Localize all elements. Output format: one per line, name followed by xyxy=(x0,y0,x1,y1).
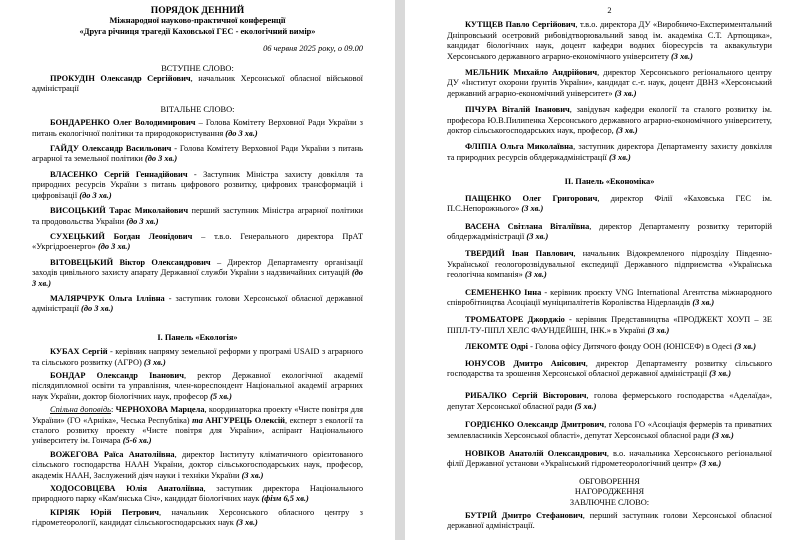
speaker-name: ЧЕРНОХОВА Марцела xyxy=(115,405,205,415)
speaker-time: (3 хв.) xyxy=(524,270,547,280)
speaker-time: (до 3 хв.) xyxy=(79,190,112,200)
speaker-time: (до 3 хв.) xyxy=(97,242,131,252)
speaker-time: (до 3 хв.) xyxy=(81,304,114,314)
speaker-name: КУТЩЕВ Павло Сергійович xyxy=(465,20,576,30)
welcome-speaker xyxy=(32,258,363,289)
speaker-role: - Голова Комітету Верховної Ради України з питань аграрної та земельної політики xyxy=(32,144,363,164)
speaker-time: (3 хв.) xyxy=(671,51,693,61)
speaker-time: (до 3 хв.) xyxy=(144,154,178,164)
panel-speaker xyxy=(447,68,772,99)
panel-speaker xyxy=(447,222,772,243)
speaker-time: (до 3 хв.) xyxy=(225,128,258,138)
page-number: 2 xyxy=(607,6,612,15)
speaker-role: , директор Департаменту розвитку територій облдержадміністрації xyxy=(447,221,772,241)
speaker-name: ТРОМБАТОРЕ Джорджіо xyxy=(465,315,565,325)
joint-report-label: Спільна доповідь xyxy=(50,405,111,415)
speaker-name: ГАЙДУ Олександр Васильович xyxy=(50,144,172,154)
speaker-name: МАЛЯРЧРУК Ольга Іллівна xyxy=(50,293,165,303)
conjunction: та xyxy=(192,415,203,425)
closing-heading: ЗАВЛЮЧНЕ СЛОВО: xyxy=(569,497,650,507)
speaker-name: БОНДАРЕНКО Олег Володимирович xyxy=(50,118,196,128)
speaker-role: , ректор Державної екологічної академії післядипломної освіти та управління, член-кореспондент Національної академії аграрних наук України, доктор біологічних наук, професор xyxy=(32,370,364,401)
speaker-name: БУТРІЙ Дмитро Стефанович xyxy=(465,511,583,521)
speaker-role: , директор Інституту кліматичного орієнтованого сільського господарства НААН України, доктор сільськогосподарських наук, професор, академік НААН, Заслужений діяч науки і техніки України xyxy=(32,449,363,480)
speaker-role: , експерт з екології та сталого розвитку проекту «Чисте повітря для України», аспірант Національного університету ім. Гончара xyxy=(32,415,363,446)
speaker-role: - заступник голови Херсонської обласної державної адміністрації xyxy=(32,293,363,314)
speaker-role: , директор Департаменту розвитку сільського господарства та зрошення Херсонської обласної державної адміністрації xyxy=(447,358,773,378)
speaker-time: (3 хв.) xyxy=(614,88,637,98)
speaker-role: – Голова Комітету Верховної Ради України з питань екологічної політики та природокористування xyxy=(32,118,363,138)
speaker-role: , заступник директора Департаменту захисту довкілля та природних ресурсів облдержадміністрації xyxy=(447,142,772,162)
panel-speaker xyxy=(447,142,772,163)
panel-speaker xyxy=(32,347,363,368)
speaker-role: , в.о. начальника Херсонського регіональної філії Державної установи «Український гідрометеорологічний центр» xyxy=(447,449,772,469)
speaker-role: – Директор Департаменту організації заходів цивільного захисту апарату Державної служби України з надзвичайних ситуацій xyxy=(32,257,363,278)
speaker-name: ВОЖЕГОВА Раїса Анатоліївна xyxy=(50,449,175,459)
speaker-name: ВЛАСЕНКО Сергій Геннадійович xyxy=(50,169,188,179)
welcome-speaker xyxy=(32,232,363,253)
panel-speaker xyxy=(447,249,772,280)
document-page-1 xyxy=(0,0,395,540)
panel-speaker xyxy=(447,391,772,412)
conference-subtitle: Міжнародної науково-практичної конференції xyxy=(109,16,286,26)
speaker-role: , начальник Відокремленого підрозділу Південно-Української геологорозвідувальної експедиції Державного підприємства «Українська геологічна компанія» xyxy=(447,249,772,280)
speaker-time: (3 хв.) xyxy=(143,357,166,367)
speaker-time: (до 3 хв.) xyxy=(126,216,159,226)
speaker-name: ФЛІПІА Ольга Миколаївна xyxy=(465,142,574,152)
speaker-role: , завідувач кафедри екології та сталого розвитку ім. професора Ю.В.Пилипенка Херсонського державного аграрно-економічного університету, доктор сільськогосподарських наук, професор, xyxy=(447,105,772,136)
welcome-speaker xyxy=(32,144,363,165)
speaker-name: АНГУРЕЦЬ Олексій xyxy=(205,415,285,425)
speaker-time: (3 хв.) xyxy=(711,430,734,440)
agenda-date: 06 червня 2025 року, о 09.00 xyxy=(263,44,363,54)
welcome-speaker xyxy=(32,206,363,227)
speaker-time: (3 хв.) xyxy=(734,342,757,352)
speaker-role: , перший заступник голови Херсонської обласної державної адміністрації. xyxy=(447,511,772,531)
speaker-role: , голова ГО «Асоціація фермерів та приватних землевласників Херсонської області», депутат Херсонської обласної ради xyxy=(447,420,773,440)
speaker-time: (3 хв.) xyxy=(647,325,670,335)
speaker-role: , т.в.о. директора ДУ «Виробничо-Експериментальний Дніпровський осетровий рибовідтворювальний завод ім. академіка С.Т. Артющика», кандидат біологічних наук, доцент кафедри водних біоресурсів та аквакультури Херсонського державного аграрно-економічного університету xyxy=(447,20,772,61)
speaker-name: ВІТОВЕЦЬКИЙ Віктор Олександрович xyxy=(50,257,211,267)
panel-speaker xyxy=(447,420,772,441)
welcome-speaker xyxy=(32,170,363,201)
document-page-2 xyxy=(405,0,800,540)
speaker-time: (3 хв.) xyxy=(615,126,638,136)
speaker-name: КУБАХ Сергій xyxy=(50,347,108,357)
speaker-name: ВАСЕНА Світлана Віталіївна xyxy=(465,221,590,231)
speaker-name: ГОРДІЄНКО Олександр Дмитрович xyxy=(465,420,605,430)
speaker-role: - керівник напряму земельної реформи у програмі USAID з аграрного та сільського розвитку (АГРО) xyxy=(32,347,363,367)
speaker-role: , заступник директора Національного природного парку «Кам'янська Січ», кандидат біологічних наук xyxy=(32,484,364,504)
panel-2-heading: ІІ. Панель «Економіка» xyxy=(564,177,655,187)
conference-name: «Друга річниця трагедії Каховської ГЕС - екологічний вимір» xyxy=(79,26,316,36)
panel-speaker xyxy=(447,194,772,215)
speaker-name: ТВЕРДИЙ Іван Павлович xyxy=(465,249,574,259)
speaker-role: , начальник Херсонського обласного центру з гідрометеорології, кандидат сільськогосподарських наук xyxy=(32,507,363,528)
panel-1-heading: І. Панель «Екологія» xyxy=(157,332,238,342)
speaker-name: СУХЕЦЬКИЙ Богдан Леонідович xyxy=(50,231,193,241)
speaker-role: - керівник Представництва «ПРОДЖЕКТ ХОУП – ЗЕ ПІПЛ-ТУ-ПІПЛ ХЕЛС ФАУНДЕЙШН, ІНК.» в Україні xyxy=(447,315,772,335)
discussion-heading: ОБГОВОРЕННЯ xyxy=(579,476,640,486)
speaker-role: , координаторка проекту «Чисте повітря для України» (ГО «Арніка», Чеська Республіка) xyxy=(32,405,364,425)
speaker-time: (3 хв.) xyxy=(521,204,544,214)
speaker-role: - керівник проєкту VNG International Агентства міжнародного співробітництва Асоціації муніципалітетів Королівства Нідерландів xyxy=(447,287,772,307)
panel-speaker xyxy=(447,315,772,336)
speaker-role: , директор Херсонського регіонального центру ДУ «Інститут охорони ґрунтів України», кандидат с.-г. наук, доцент ДВНЗ «Херсонський державний аграрно-економічний університет» xyxy=(447,68,772,98)
page-2-content xyxy=(447,0,772,532)
speaker-time: (3 хв.) xyxy=(241,470,264,480)
speaker-time: (до 3 хв.) xyxy=(32,268,363,288)
speaker-name: ПАЩЕНКО Олег Григорович xyxy=(465,193,598,203)
panel-speaker xyxy=(447,105,772,136)
speaker-name: БОНДАР Олександр Іванович xyxy=(50,370,184,380)
speaker-name: МЕЛЬНИК Михайло Андрійович xyxy=(465,68,598,78)
panel-speaker xyxy=(447,20,772,62)
speaker-role: – т.в.о. Генерального директора ПрАТ «Укргідроенерго» xyxy=(32,231,363,252)
panel-speaker xyxy=(32,508,363,529)
panel-speaker xyxy=(447,449,772,470)
joint-report: Спільна доповідь: ЧЕРНОХОВА Марцела, координаторка проекту «Чисте повітря для України» (ГО «Арніка», Чеська Республіка) та АНГУРЕЦЬ Олексій, експерт з екології та сталого розвитку проекту «Чисте повітря для України», аспірант Національного університету ім. Гончара (5-6 хв.) xyxy=(32,405,364,446)
panel-speaker xyxy=(447,359,772,380)
speaker-time: (5 хв.) xyxy=(574,401,597,411)
speaker-name: КІРІЯК Юрій Петрович xyxy=(50,507,159,517)
awards-heading: НАГОРОДЖЕННЯ xyxy=(574,487,645,497)
speaker-time: (3 хв.) xyxy=(709,368,732,378)
agenda-title: ПОРЯДОК ДЕННИЙ xyxy=(150,5,245,16)
panel-speaker xyxy=(32,450,363,481)
speaker-role: , голова фермерського господарства «Аделаїда», депутат Херсонської обласної ради xyxy=(447,391,772,411)
page-1-content xyxy=(32,0,363,529)
speaker-time: (5 хв.) xyxy=(210,391,232,401)
welcome-speaker xyxy=(32,294,363,315)
speaker-time: (3 хв.) xyxy=(526,231,549,241)
speaker-name: ХОДОСОВЦЕВА Юлія Анатоліївна xyxy=(50,484,204,494)
speaker-name: ВИСОЦЬКИЙ Тарас Миколайович xyxy=(50,206,189,216)
speaker-time: (3 хв.) xyxy=(692,297,715,307)
panel-speaker xyxy=(447,288,772,309)
speaker-name: НОВІКОВ Анатолій Олександрович xyxy=(465,449,607,458)
speaker-role: - Заступник Міністра захисту довкілля та природних ресурсів України з питань цифрового розвитку, цифрових трансформацій і цифровізації xyxy=(32,169,363,200)
speaker-name: ЛЕКОМТЕ Одрі xyxy=(465,342,529,352)
speaker-time: (3 хв.) xyxy=(608,152,631,162)
panel-speaker xyxy=(32,484,363,505)
speaker-time: (фізм 6,5 хв.) xyxy=(261,494,309,504)
panel-speaker xyxy=(32,371,363,402)
speaker-role: перший заступник Міністра аграрної політики та продовольства України xyxy=(32,206,363,226)
welcome-speaker xyxy=(32,118,363,139)
intro-speaker xyxy=(32,74,363,95)
speaker-name: ПІЧУРА Віталій Іванович xyxy=(465,105,570,115)
welcome-heading: ВІТАЛЬНЕ СЛОВО: xyxy=(160,104,235,114)
speaker-role: , директор Філії «Каховська ГЕС ім. П.С.Непорожнього» xyxy=(447,193,773,214)
speaker-name: ПРОКУДІН Олександр Сергійович xyxy=(50,74,191,84)
intro-heading: ВСТУПНЕ СЛОВО: xyxy=(161,63,234,73)
speaker-role: , начальник Херсонської обласної військової адміністрації xyxy=(32,74,363,94)
speaker-name: РИБАЛКО Сергій Вікторович xyxy=(465,391,587,401)
speaker-time: (3 хв.) xyxy=(235,518,258,528)
speaker-role: - Голова офісу Дитячого фонду ООН (ЮНІСЕФ) в Одесі xyxy=(528,342,735,352)
panel-speaker xyxy=(447,342,772,352)
speaker-name: СЕМЕНЕНКО Інна xyxy=(465,287,542,297)
speaker-time: (3 хв.) xyxy=(699,459,722,469)
closing-speaker xyxy=(447,511,772,532)
speaker-time: (5-6 хв.) xyxy=(122,436,152,446)
speaker-name: ЮНУСОВ Дмитро Анісович xyxy=(465,358,586,368)
